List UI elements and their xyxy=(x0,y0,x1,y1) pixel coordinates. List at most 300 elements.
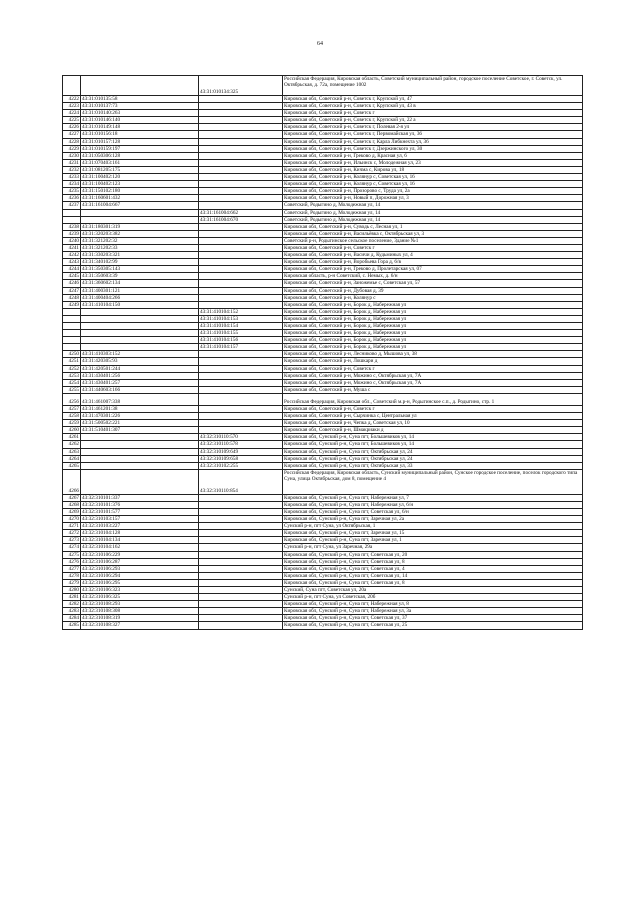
cadastral-number-secondary-cell: 43:32:310110:570 xyxy=(199,434,283,441)
cadastral-number-cell: 43:31:430401:257 xyxy=(81,379,199,386)
row-number-cell: 4267 xyxy=(63,494,81,501)
cadastral-number-secondary-cell xyxy=(199,358,283,365)
cadastral-number-cell: 43:31:010157:128 xyxy=(81,138,199,145)
address-cell: Кировская обл, Советский р-н, Васичи д, Кудьминых ул, 4 xyxy=(283,252,583,259)
table-row xyxy=(63,294,583,301)
row-number-cell: 4280 xyxy=(63,587,81,594)
address-cell: Кировская обл, Советский р-н, Суводь с, Лесная ул, 1 xyxy=(283,223,583,230)
cadastral-number-secondary-cell xyxy=(199,551,283,558)
cadastral-number-secondary-cell xyxy=(199,152,283,159)
address-cell: Кировская обл, Советский р-н, Советск г, Карла Либкнехта ул, 36 xyxy=(283,138,583,145)
table-row xyxy=(63,209,583,216)
row-number-cell: 4244 xyxy=(63,266,81,273)
row-number-cell xyxy=(63,323,81,330)
cadastral-number-secondary-cell xyxy=(199,565,283,572)
cadastral-number-secondary-cell xyxy=(199,379,283,386)
row-number-cell: 4237 xyxy=(63,202,81,209)
row-number-cell: 4236 xyxy=(63,195,81,202)
cadastral-number-secondary-cell xyxy=(199,393,283,405)
cadastral-number-cell: 43:31:070403:161 xyxy=(81,159,199,166)
cadastral-number-cell xyxy=(81,209,199,216)
cadastral-number-secondary-cell xyxy=(199,244,283,251)
row-number-cell xyxy=(63,76,81,96)
address-cell: Кировская обл, Советский р-н, Борок д, Набережная ул xyxy=(283,344,583,351)
table-row xyxy=(63,96,583,103)
table-row xyxy=(63,601,583,608)
row-number-cell: 4263 xyxy=(63,448,81,455)
cadastral-number-cell: 43:31:461007:338 xyxy=(81,393,199,405)
table-row xyxy=(63,280,583,287)
address-cell: Кировская обл, Советский р-н, Чепка д, Советская ул, 10 xyxy=(283,420,583,427)
cadastral-number-secondary-cell: 43:31:410104:157 xyxy=(199,344,283,351)
row-number-cell: 4249 xyxy=(63,301,81,308)
cadastral-number-cell: 43:32:310106:325 xyxy=(81,594,199,601)
address-cell: Кировская обл, Советский р-н, Греково д, Пролетарская ул, 07 xyxy=(283,266,583,273)
table-row xyxy=(63,308,583,315)
address-cell: Кировская обл, Советский р-н, Борок д, Набережная ул xyxy=(283,308,583,315)
address-cell: Кировская обл, Советский р-н, Борок д, Набережная ул xyxy=(283,337,583,344)
table-row xyxy=(63,622,583,629)
table-row xyxy=(63,237,583,244)
address-cell: Кировская обл, Советский р-н, Советск г, Дзержинского ул, 30 xyxy=(283,145,583,152)
row-number-cell xyxy=(63,344,81,351)
cadastral-number-secondary-cell xyxy=(199,601,283,608)
row-number-cell: 4239 xyxy=(63,230,81,237)
table-row xyxy=(63,579,583,586)
address-cell: Кировская обл, Сунский р-н, Суна пгт, Советская ул, 25 xyxy=(283,622,583,629)
table-row xyxy=(63,252,583,259)
cadastral-number-cell xyxy=(81,330,199,337)
cadastral-number-secondary-cell: 43:31:161004:662 xyxy=(199,209,283,216)
row-number-cell: 4271 xyxy=(63,523,81,530)
table-row xyxy=(63,448,583,455)
address-cell: Советский, Родыгино д, Молодежная ул, 14 xyxy=(283,216,583,223)
row-number-cell: 4251 xyxy=(63,358,81,365)
cadastral-number-cell xyxy=(81,469,199,494)
cadastral-number-cell: 43:31:510401:307 xyxy=(81,427,199,434)
address-cell: Кировская обл, Сунский р-н, Суна пгт, Советская ул, 20 xyxy=(283,551,583,558)
address-cell: Кировская обл, Советский р-н, Советск г, Полевая 2-я ул xyxy=(283,124,583,131)
table-row xyxy=(63,508,583,515)
cadastral-number-secondary-cell xyxy=(199,237,283,244)
cadastral-number-cell: 43:31:350603:39 xyxy=(81,273,199,280)
row-number-cell: 4256 xyxy=(63,393,81,405)
address-cell: Кировская обл, Советский р-н, Советск г xyxy=(283,405,583,412)
row-number-cell: 4224 xyxy=(63,110,81,117)
cadastral-number-secondary-cell: 43:31:161004:670 xyxy=(199,216,283,223)
cadastral-number-secondary-cell: 43:32:310109:649 xyxy=(199,448,283,455)
table-row xyxy=(63,166,583,173)
cadastral-number-secondary-cell xyxy=(199,230,283,237)
row-number-cell: 4270 xyxy=(63,516,81,523)
table-row xyxy=(63,537,583,544)
row-number-cell: 4227 xyxy=(63,131,81,138)
address-cell: Советский, Родыгино д, Молодежная ул, 14 xyxy=(283,202,583,209)
cadastral-number-cell xyxy=(81,216,199,223)
address-cell: Кировская обл, Советский р-н, Новый п, Дорожная ул, 3 xyxy=(283,195,583,202)
row-number-cell: 4265 xyxy=(63,462,81,469)
row-number-cell: 4285 xyxy=(63,622,81,629)
address-cell: Кировская обл, Сунский р-н, Суна пгт, Набережная ул, 3а xyxy=(283,608,583,615)
address-cell: Кировская обл, Советский р-н, Кичма с, Кирова ул, 18 xyxy=(283,166,583,173)
address-cell: Кировская обл, Советский р-н, Советск г xyxy=(283,244,583,251)
address-cell: Кировская обл, Советский р-н, Советск г xyxy=(283,110,583,117)
address-cell: Кировская обл, Советский р-н, Заножемье с, Советская ул, 57 xyxy=(283,280,583,287)
cadastral-number-secondary-cell xyxy=(199,386,283,393)
cadastral-number-secondary-cell xyxy=(199,579,283,586)
row-number-cell: 4254 xyxy=(63,379,81,386)
row-number-cell: 4232 xyxy=(63,166,81,173)
table-row xyxy=(63,259,583,266)
row-number-cell: 4278 xyxy=(63,572,81,579)
row-number-cell: 4255 xyxy=(63,386,81,393)
table-row xyxy=(63,244,583,251)
cadastral-number-secondary-cell xyxy=(199,558,283,565)
address-cell: Кировская область, р-н Советский, с. Немых, д. 6/н xyxy=(283,273,583,280)
table-row xyxy=(63,174,583,181)
table-row xyxy=(63,188,583,195)
cadastral-number-cell: 43:31:410104:150 xyxy=(81,301,199,308)
cadastral-number-cell: 43:31:010159:197 xyxy=(81,145,199,152)
cadastral-number-secondary-cell xyxy=(199,188,283,195)
cadastral-number-secondary-cell xyxy=(199,96,283,103)
cadastral-number-cell: 43:31:320203:382 xyxy=(81,230,199,237)
row-number-cell: 4225 xyxy=(63,117,81,124)
address-cell: Кировская обл, Советский р-н, Борок д, Набережная ул xyxy=(283,330,583,337)
row-number-cell: 4230 xyxy=(63,152,81,159)
table-row xyxy=(63,516,583,523)
table-row xyxy=(63,405,583,412)
address-cell: Кировская обл, Сунский р-н, Суна пгт, Октябрьская ул, 24 xyxy=(283,455,583,462)
row-number-cell: 4259 xyxy=(63,420,81,427)
address-cell: Кировская обл, Сунский р-н, Суна пгт, Набережная ул, 7 xyxy=(283,494,583,501)
cadastral-number-cell: 43:31:470301:226 xyxy=(81,413,199,420)
cadastral-number-cell xyxy=(81,315,199,322)
cadastral-number-secondary-cell xyxy=(199,615,283,622)
address-cell: Кировская обл, Сунский р-н, Суна пгт, Советская ул, 4 xyxy=(283,565,583,572)
cadastral-number-cell: 43:31:330203:321 xyxy=(81,252,199,259)
cadastral-number-cell: 43:31:500502:221 xyxy=(81,420,199,427)
cadastral-number-cell: 43:31:010146:140 xyxy=(81,117,199,124)
cadastral-number-secondary-cell xyxy=(199,259,283,266)
address-cell: Кировская обл, Советский р-н, Муша с xyxy=(283,386,583,393)
cadastral-number-secondary-cell: 43:31:410104:153 xyxy=(199,315,283,322)
cadastral-number-cell: 43:32:310108:327 xyxy=(81,622,199,629)
cadastral-number-cell: 43:31:010137:73 xyxy=(81,103,199,110)
address-cell: Кировская обл, Сунский р-н, Суна пгт, Большевиков ул, 14 xyxy=(283,434,583,441)
address-cell: Кировская обл, Сунский р-н, Суна пгт, Советская ул, 8 xyxy=(283,579,583,586)
cadastral-number-secondary-cell xyxy=(199,544,283,551)
cadastral-number-secondary-cell xyxy=(199,124,283,131)
cadastral-number-cell: 43:32:310101:376 xyxy=(81,501,199,508)
cadastral-number-cell: 43:31:100402:123 xyxy=(81,181,199,188)
address-cell: Российская Федерация, Кировская обл., Советский м.р-н, Родыгинское с.п., д. Родыгино, стр. 1 xyxy=(283,393,583,405)
table-row xyxy=(63,420,583,427)
address-cell: Кировская обл, Сунский р-н, Суна пгт, Набережная ул, 6/н xyxy=(283,501,583,508)
table-row xyxy=(63,266,583,273)
address-cell: Кировская обл, Советский р-н, Воробьева Гора д, 6/в xyxy=(283,259,583,266)
address-cell: Российская Федерация, Кировская область, Сунский муниципальный район, Сунское городское поселение, поселок городского типа Суна, улица Октябрьская, дом 8, помещение 4 xyxy=(283,469,583,494)
cadastral-number-cell: 43:31:010149:148 xyxy=(81,124,199,131)
address-cell: Кировская обл, Советский р-н, Борок д, Набережная ул xyxy=(283,323,583,330)
cadastral-number-secondary-cell xyxy=(199,523,283,530)
cadastral-number-cell: 43:32:310106:287 xyxy=(81,558,199,565)
cadastral-number-secondary-cell xyxy=(199,427,283,434)
cadastral-number-secondary-cell xyxy=(199,587,283,594)
cadastral-number-secondary-cell: 43:32:310110:854 xyxy=(199,469,283,494)
table-row xyxy=(63,315,583,322)
table-row xyxy=(63,523,583,530)
cadastral-number-secondary-cell xyxy=(199,372,283,379)
address-cell: Кировская обл, Советский р-н, Советск г, Крупской ул, 22 а xyxy=(283,117,583,124)
cadastral-number-cell xyxy=(81,344,199,351)
table-row xyxy=(63,441,583,448)
table-row xyxy=(63,159,583,166)
row-number-cell: 4243 xyxy=(63,259,81,266)
cadastral-number-cell: 43:32:310104:162 xyxy=(81,544,199,551)
cadastral-number-secondary-cell xyxy=(199,494,283,501)
table-row xyxy=(63,131,583,138)
cadastral-number-cell: 43:32:310108:293 xyxy=(81,601,199,608)
cadastral-number-secondary-cell xyxy=(199,280,283,287)
row-number-cell: 4258 xyxy=(63,413,81,420)
address-cell: Кировская обл, Сунский р-н, Суна пгт, Советская ул, 37 xyxy=(283,615,583,622)
row-number-cell: 4240 xyxy=(63,237,81,244)
cadastral-number-cell: 43:31:050306:128 xyxy=(81,152,199,159)
row-number-cell: 4276 xyxy=(63,558,81,565)
row-number-cell: 4222 xyxy=(63,96,81,103)
cadastral-number-secondary-cell: 43:31:010134:325 xyxy=(199,76,283,96)
row-number-cell: 4274 xyxy=(63,544,81,551)
cadastral-number-secondary-cell xyxy=(199,294,283,301)
cadastral-number-cell: 43:31:100402:120 xyxy=(81,174,199,181)
table-row xyxy=(63,195,583,202)
cadastral-number-cell: 43:31:440603:166 xyxy=(81,386,199,393)
cadastral-number-secondary-cell xyxy=(199,365,283,372)
cadastral-number-cell xyxy=(81,455,199,462)
row-number-cell xyxy=(63,216,81,223)
table-row xyxy=(63,273,583,280)
cadastral-number-cell: 43:31:400301:121 xyxy=(81,287,199,294)
cadastral-number-secondary-cell: 43:32:310109:658 xyxy=(199,455,283,462)
cadastral-number-secondary-cell xyxy=(199,594,283,601)
address-cell: Кировская обл, Советский р-н, Ильинск с, Молодежная ул, 23 xyxy=(283,159,583,166)
row-number-cell: 4228 xyxy=(63,138,81,145)
address-cell: Кировская обл, Сунский р-н, Суна пгт, Заречная ул, 2а xyxy=(283,516,583,523)
address-cell: Кировская обл, Советский р-н, Советск г, Первомайская ул, 36 xyxy=(283,131,583,138)
row-number-cell: 4283 xyxy=(63,608,81,615)
table-row xyxy=(63,393,583,405)
table-row xyxy=(63,608,583,615)
table-row xyxy=(63,379,583,386)
address-cell: Кировская обл, Сунский р-н, Суна пгт, Октябрьская ул, 24 xyxy=(283,448,583,455)
row-number-cell: 4252 xyxy=(63,365,81,372)
row-number-cell: 4233 xyxy=(63,174,81,181)
row-number-cell: 4245 xyxy=(63,273,81,280)
registry-table xyxy=(62,75,583,630)
cadastral-number-secondary-cell: 43:31:410104:156 xyxy=(199,337,283,344)
row-number-cell: 4250 xyxy=(63,351,81,358)
cadastral-number-secondary-cell: 43:31:410104:154 xyxy=(199,323,283,330)
address-cell: Кировская обл, Советский р-н, Прозорово с, Труда ул, 2а xyxy=(283,188,583,195)
cadastral-number-cell: 43:31:340102:99 xyxy=(81,259,199,266)
table-row xyxy=(63,530,583,537)
address-cell: Кировская обл, Советский р-н, Шмакриаки д xyxy=(283,427,583,434)
cadastral-number-cell xyxy=(81,76,199,96)
row-number-cell: 4272 xyxy=(63,530,81,537)
cadastral-number-cell: 43:31:350305:143 xyxy=(81,266,199,273)
cadastral-number-cell xyxy=(81,308,199,315)
table-row xyxy=(63,330,583,337)
address-cell: Кировская обл, Советский р-н, Колянур с, Советская ул, 16 xyxy=(283,174,583,181)
cadastral-number-secondary-cell xyxy=(199,145,283,152)
cadastral-number-secondary-cell xyxy=(199,516,283,523)
row-number-cell: 4242 xyxy=(63,252,81,259)
cadastral-number-cell: 43:32:310106:323 xyxy=(81,587,199,594)
row-number-cell: 4238 xyxy=(63,223,81,230)
cadastral-number-cell: 43:31:321202:33 xyxy=(81,244,199,251)
row-number-cell: 4257 xyxy=(63,405,81,412)
table-row xyxy=(63,386,583,393)
table-row xyxy=(63,551,583,558)
row-number-cell: 4248 xyxy=(63,294,81,301)
table-row xyxy=(63,365,583,372)
table-row xyxy=(63,138,583,145)
address-cell: Кировская обл, Советский р-н, Советск г, Крупской ул, 47 xyxy=(283,96,583,103)
cadastral-number-secondary-cell: 43:32:310102:255 xyxy=(199,462,283,469)
table-row xyxy=(63,565,583,572)
cadastral-number-cell xyxy=(81,462,199,469)
cadastral-number-cell: 43:31:150102:180 xyxy=(81,188,199,195)
table-row xyxy=(63,558,583,565)
cadastral-number-cell: 43:31:010135:58 xyxy=(81,96,199,103)
table-row xyxy=(63,323,583,330)
cadastral-number-cell: 43:32:310104:128 xyxy=(81,530,199,537)
registry-rows xyxy=(63,76,583,630)
table-row xyxy=(63,287,583,294)
row-number-cell: 4281 xyxy=(63,594,81,601)
cadastral-number-secondary-cell xyxy=(199,103,283,110)
address-cell: Кировская обл, Советский р-н, Колянур с, Советская ул, 16 xyxy=(283,181,583,188)
cadastral-number-cell: 43:31:010156:18 xyxy=(81,131,199,138)
page-number: 64 xyxy=(317,41,323,47)
cadastral-number-cell: 43:31:410303:152 xyxy=(81,351,199,358)
table-row xyxy=(63,427,583,434)
cadastral-number-secondary-cell xyxy=(199,117,283,124)
row-number-cell: 4231 xyxy=(63,159,81,166)
table-row xyxy=(63,181,583,188)
cadastral-number-cell: 43:31:160601:432 xyxy=(81,195,199,202)
table-row xyxy=(63,230,583,237)
cadastral-number-secondary-cell xyxy=(199,110,283,117)
row-number-cell: 4223 xyxy=(63,103,81,110)
cadastral-number-secondary-cell xyxy=(199,252,283,259)
address-cell: Российская Федерация, Кировская область, Советский муниципальный район, городское поселение Советское, г. Советск, ул. Октябрьская, д. 72а, помещение 1002 xyxy=(283,76,583,96)
cadastral-number-secondary-cell: 43:31:410104:155 xyxy=(199,330,283,337)
address-cell: Кировская обл, Советский р-н, Советск г, Крупской ул, 43 в xyxy=(283,103,583,110)
address-cell: Кировская обл, Советский р-н, Лошкари д xyxy=(283,358,583,365)
cadastral-number-cell: 43:32:310108:308 xyxy=(81,608,199,615)
address-cell: Кировская обл, Сунский р-н, Суна пгт, Заречная ул, 15 xyxy=(283,530,583,537)
cadastral-number-secondary-cell xyxy=(199,572,283,579)
row-number-cell: 4277 xyxy=(63,565,81,572)
address-cell: Кировская обл, Сунский р-н, Суна пгт, Советская ул, 8 xyxy=(283,558,583,565)
address-cell: Кировская обл, Советский р-н, Дубовая д, 39 xyxy=(283,287,583,294)
table-row xyxy=(63,462,583,469)
table-row xyxy=(63,152,583,159)
cadastral-number-cell xyxy=(81,323,199,330)
cadastral-number-secondary-cell xyxy=(199,501,283,508)
cadastral-number-cell: 43:31:081205:175 xyxy=(81,166,199,173)
cadastral-number-cell: 43:32:310101:337 xyxy=(81,494,199,501)
cadastral-number-secondary-cell xyxy=(199,181,283,188)
address-cell: Сунский, Суна пгт, Советская ул, 20а xyxy=(283,587,583,594)
table-row xyxy=(63,501,583,508)
address-cell: Кировская обл, Сунский р-н, Суна пгт, Большевиков ул, 14 xyxy=(283,441,583,448)
cadastral-number-cell: 43:32:310106:294 xyxy=(81,572,199,579)
row-number-cell: 4282 xyxy=(63,601,81,608)
cadastral-number-secondary-cell xyxy=(199,287,283,294)
table-row xyxy=(63,615,583,622)
row-number-cell xyxy=(63,308,81,315)
cadastral-number-secondary-cell xyxy=(199,530,283,537)
cadastral-number-secondary-cell xyxy=(199,202,283,209)
cadastral-number-secondary-cell xyxy=(199,138,283,145)
cadastral-number-secondary-cell xyxy=(199,608,283,615)
address-cell: Кировская обл, Советский р-н, Колянур с xyxy=(283,294,583,301)
cadastral-number-secondary-cell xyxy=(199,413,283,420)
address-cell: Кировская обл, Советский р-н, Васильёвка с, Октябрьская ул, 3 xyxy=(283,230,583,237)
row-number-cell xyxy=(63,315,81,322)
cadastral-number-cell xyxy=(81,448,199,455)
address-cell: Кировская обл, Советский р-н, Можино с, Октябрьская ул, 7А xyxy=(283,379,583,386)
cadastral-number-cell: 43:31:010140:263 xyxy=(81,110,199,117)
cadastral-number-cell: 43:31:180301:319 xyxy=(81,223,199,230)
table-row xyxy=(63,594,583,601)
cadastral-number-cell: 43:32:310101:577 xyxy=(81,508,199,515)
row-number-cell: 4253 xyxy=(63,372,81,379)
cadastral-number-cell: 43:31:420501:244 xyxy=(81,365,199,372)
address-cell: Кировская обл, Сунский р-н, Суна пгт, Октябрьская ул, 33 xyxy=(283,462,583,469)
address-cell: Кировская обл, Советский р-н, Можино с, Октябрьская ул, 7А xyxy=(283,372,583,379)
row-number-cell: 4275 xyxy=(63,551,81,558)
address-cell: Кировская обл, Сунский р-н, Суна пгт, Набережная ул, 8 xyxy=(283,601,583,608)
cadastral-number-secondary-cell xyxy=(199,131,283,138)
cadastral-number-cell xyxy=(81,337,199,344)
row-number-cell: 4268 xyxy=(63,501,81,508)
address-cell: Кировская обл, Сунский р-н, Суна пгт, Советская ул, 6/н xyxy=(283,508,583,515)
row-number-cell: 4234 xyxy=(63,181,81,188)
cadastral-number-secondary-cell xyxy=(199,537,283,544)
cadastral-number-cell: 43:31:360602:134 xyxy=(81,280,199,287)
address-cell: Советский р-н, Родыгинское сельское поселение, Здание №1 xyxy=(283,237,583,244)
row-number-cell: 4279 xyxy=(63,579,81,586)
cadastral-number-cell xyxy=(81,434,199,441)
cadastral-number-secondary-cell xyxy=(199,273,283,280)
cadastral-number-secondary-cell xyxy=(199,166,283,173)
table-row xyxy=(63,372,583,379)
cadastral-number-secondary-cell xyxy=(199,301,283,308)
table-row xyxy=(63,544,583,551)
cadastral-number-cell: 43:32:310103:157 xyxy=(81,516,199,523)
cadastral-number-cell: 43:32:310108:319 xyxy=(81,615,199,622)
cadastral-number-cell: 43:31:400404:266 xyxy=(81,294,199,301)
row-number-cell: 4284 xyxy=(63,615,81,622)
table-row xyxy=(63,223,583,230)
cadastral-number-cell: 43:32:310106:295 xyxy=(81,579,199,586)
row-number-cell: 4262 xyxy=(63,441,81,448)
address-cell: Советский, Родыгино д, Молодежная ул, 14 xyxy=(283,209,583,216)
